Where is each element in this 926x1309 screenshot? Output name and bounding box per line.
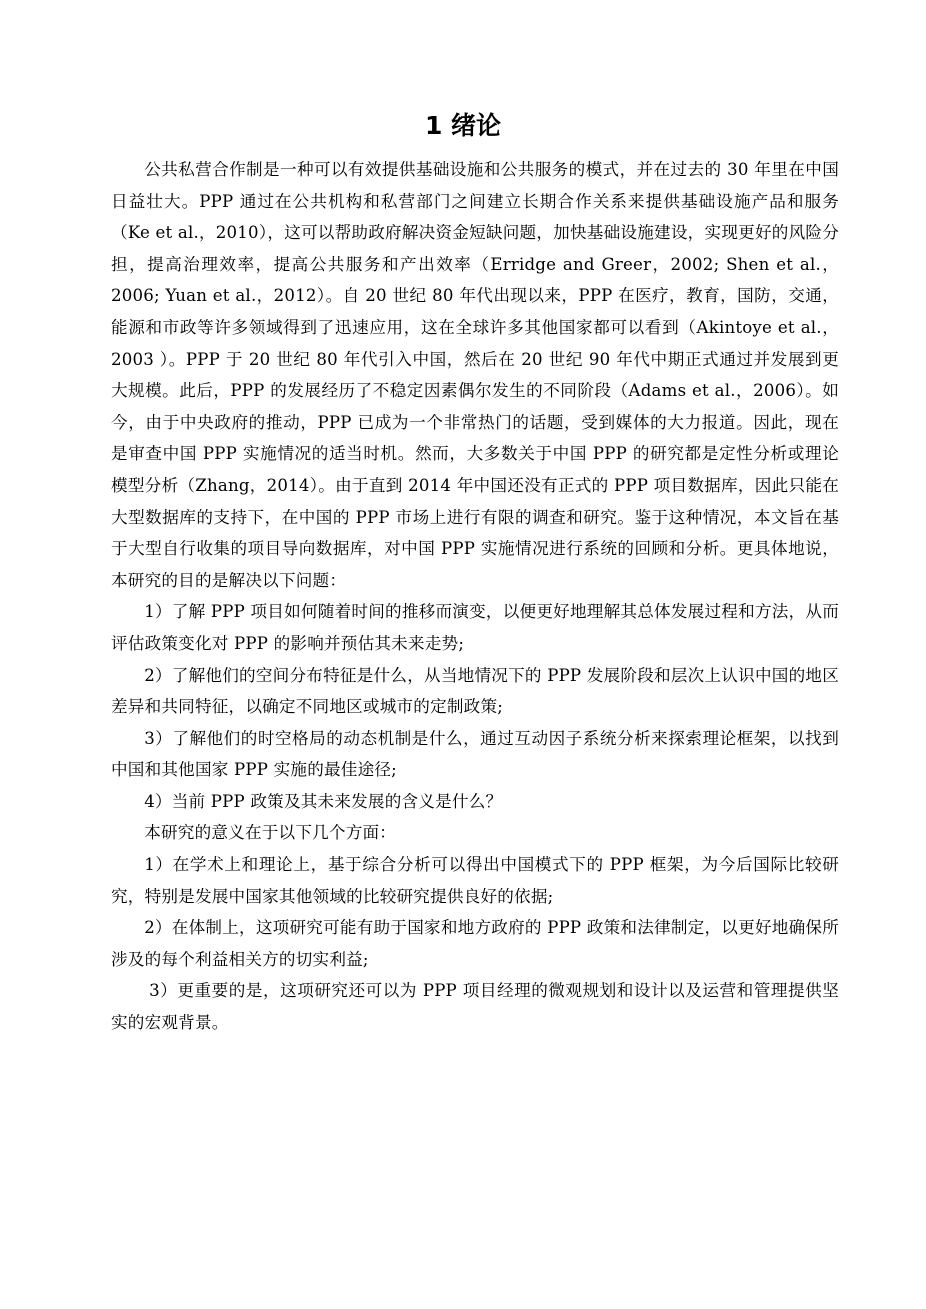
- body-text: [111, 154, 839, 1039]
- significance-intro-paragraph: 本研究的意义在于以下几个方面：: [144, 823, 397, 843]
- objective-2-paragraph: 2）了解他们的空间分布特征是什么，从当地情况下的 PPP 发展阶段和层次上认识中国的地区差异和共同特征，以确定不同地区或城市的定制政策;: [111, 665, 839, 717]
- section-title: 1 绪论: [424, 111, 502, 140]
- significance-3-paragraph: 3）更重要的是，这项研究还可以为 PPP 项目经理的微观规划和设计以及运营和管理提供坚实的宏观背景。: [111, 981, 839, 1033]
- significance-1-paragraph: 1）在学术上和理论上，基于综合分析可以得出中国模式下的 PPP 框架，为今后国际比较研究，特别是发展中国家其他领域的比较研究提供良好的依据;: [111, 855, 839, 906]
- objective-4-paragraph: 4）当前 PPP 政策及其未来发展的含义是什么？: [144, 791, 503, 811]
- intro-paragraph: 公共私营合作制是一种可以有效提供基础设施和公共服务的模式，并在过去的 30 年里在中国日益壮大。PPP 通过在公共机构和私营部门之间建立长期合作关系来提供基础设施产品和服务（Ke et al.，2010），这可以帮助政府解决资金短缺问题，加快基础设施建设，实现更好的风险分担，提高治理效率，提高公共服务和产出效率（Erridge and Greer，2002; Shen et al.，2006; Yuan et al.，2012）。自 20 世纪 80 年代出现以来，PPP 在医疗，教育，国防，交通，能源和市政等许多领域得到了迅速应用，这在全球许多其他国家都可以看到（Akintoye et al.，2003 ）。PPP 于 20 世纪 80 年代引入中国，然后在 20 世纪 90 年代中期正式通过并发展到更大规模。此后，PPP 的发展经历了不稳定因素偶尔发生的不同阶段（Adams et al.，2006）。如今，由于中央政府的推动，PPP 已成为一个非常热门的话题，受到媒体的大力报道。因此，现在是审查中国 PPP 实施情况的适当时机。然而，大多数关于中国 PPP 的研究都是定性分析或理论模型分析（Zhang，2014）。由于直到 2014 年中国还没有正式的 PPP 项目数据库，因此只能在大型数据库的支持下，在中国的 PPP 市场上进行有限的调查和研究。鉴于这种情况，本文旨在基于大型自行收集的项目导向数据库，对中国 PPP 实施情况进行系统的回顾和分析。更具体地说，本研究的目的是解决以下问题：: [111, 160, 839, 590]
- significance-2-paragraph: 2）在体制上，这项研究可能有助于国家和地方政府的 PPP 政策和法律制定，以更好地确保所涉及的每个利益相关方的切实利益;: [111, 918, 839, 969]
- objective-1-paragraph: 1）了解 PPP 项目如何随着时间的推移而演变，以便更好地理解其总体发展过程和方法，从而评估政策变化对 PPP 的影响并预估其未来走势;: [111, 602, 839, 653]
- objective-3-paragraph: 3）了解他们的时空格局的动态机制是什么，通过互动因子系统分析来探索理论框架，以找到中国和其他国家 PPP 实施的最佳途径;: [111, 728, 839, 780]
